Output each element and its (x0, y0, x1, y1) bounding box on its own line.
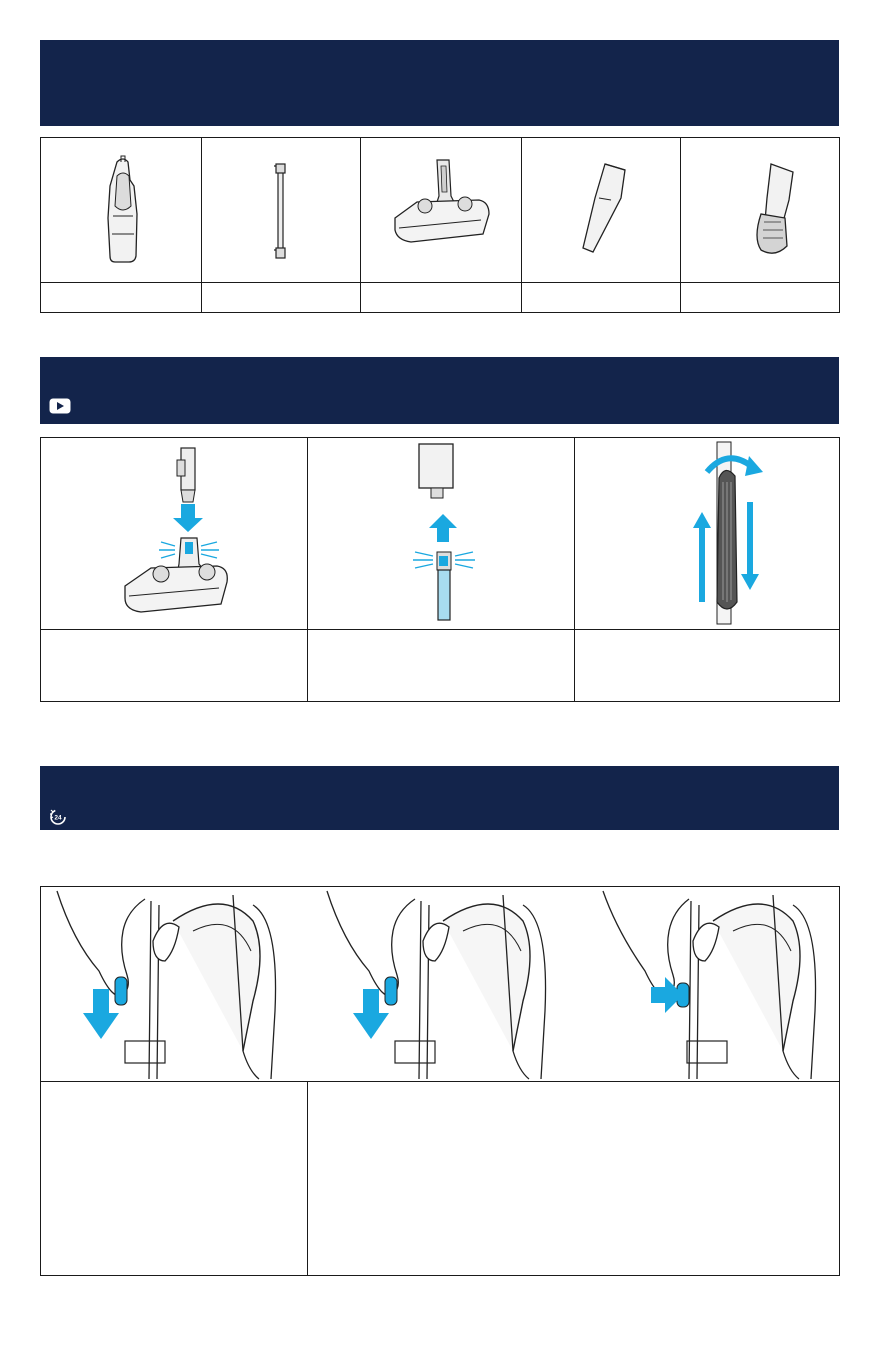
attach-wand-icon (411, 444, 481, 622)
extension-wand-icon (269, 160, 293, 264)
handheld-vacuum-icon (103, 156, 143, 266)
assembly-table (40, 437, 840, 702)
parts-banner (40, 40, 839, 126)
floor-nozzle-icon (391, 156, 495, 260)
attach-nozzle-icon (121, 446, 231, 621)
charging-table (40, 886, 840, 1276)
press-down-button-icon (323, 891, 563, 1079)
play-video-icon (49, 398, 71, 414)
press-down-button-icon (53, 891, 293, 1079)
assembly-banner (40, 357, 839, 424)
parts-table (40, 137, 840, 313)
charging-banner (40, 766, 839, 830)
crevice-tool-icon (575, 158, 635, 262)
wrap-cord-icon (681, 442, 771, 624)
press-in-button-icon (593, 891, 833, 1079)
svg-text:24: 24 (54, 814, 62, 822)
brush-tool-icon (731, 158, 811, 262)
timer-24-icon (49, 808, 67, 826)
